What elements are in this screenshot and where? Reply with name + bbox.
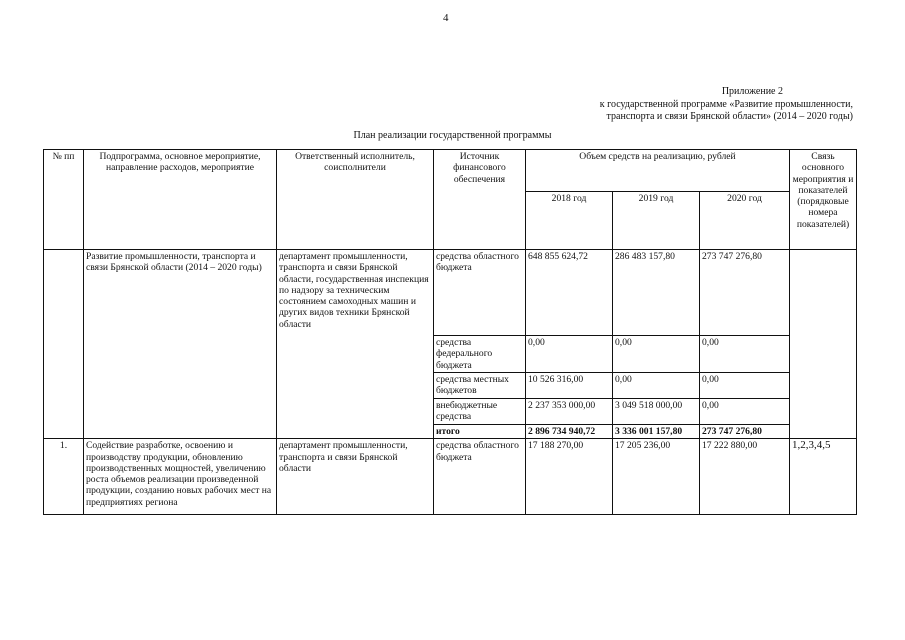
measure-2020: 17 222 880,00 [700, 439, 790, 515]
source-cell: внебюджетные средства [434, 399, 526, 425]
header-volume: Объем средств на реализацию, рублей [526, 150, 790, 192]
value-2020: 273 747 276,80 [700, 250, 790, 336]
value-2020: 0,00 [700, 373, 790, 399]
program-executor: департамент промышленности, транспорта и связи Брянской области, государственная инспекция по надзору за техническим состоянием самоходных машин и других видов техники Брянской области [277, 250, 434, 439]
value-2019: 0,00 [613, 373, 700, 399]
value-2018: 10 526 316,00 [526, 373, 613, 399]
plan-title: План реализации государственной программы [353, 130, 552, 141]
appendix-title: Приложение 2 [721, 86, 783, 97]
header-executor: Ответственный исполнитель, соисполнители [277, 150, 434, 250]
table-row [44, 250, 857, 336]
total-2019: 3 336 001 157,80 [613, 425, 700, 439]
value-2019: 3 049 518 000,00 [613, 399, 700, 425]
measure-executor: департамент промышленности, транспорта и связи Брянской области [277, 439, 434, 515]
page-number: 4 [443, 12, 449, 24]
value-2018: 2 237 353 000,00 [526, 399, 613, 425]
value-2020: 0,00 [700, 336, 790, 373]
source-cell: средства областного бюджета [434, 250, 526, 336]
table-row [44, 439, 857, 515]
program-name: Развитие промышленности, транспорта и связи Брянской области (2014 – 2020 годы) [84, 250, 277, 439]
total-2018: 2 896 734 940,72 [526, 425, 613, 439]
measure-link: 1,2,3,4,5 [790, 439, 857, 515]
header-num: № пп [44, 150, 84, 250]
appendix-line-2: к государственной программе «Развитие промышленности, [599, 98, 853, 110]
header-2020: 2020 год [700, 192, 790, 250]
table-header-row [44, 150, 857, 192]
value-2020: 0,00 [700, 399, 790, 425]
appendix-line-3: транспорта и связи Брянской области» (2014 – 2020 годы) [606, 111, 853, 122]
measure-name: Содействие разработке, освоению и производству продукции, обновлению производственных мощностей, увеличению роста объемов реализации произведенной продукции, созданию новых рабочих мест на предприятиях региона [84, 439, 277, 515]
measure-2019: 17 205 236,00 [613, 439, 700, 515]
value-2019: 286 483 157,80 [613, 250, 700, 336]
appendix-header [553, 86, 853, 124]
measure-source: средства областного бюджета [434, 439, 526, 515]
value-2018: 648 855 624,72 [526, 250, 613, 336]
measure-num: 1. [44, 439, 84, 515]
total-2020: 273 747 276,80 [700, 425, 790, 439]
header-source: Источник финансового обеспечения [434, 150, 526, 250]
header-subprogram: Подпрограмма, основное мероприятие, направление расходов, мероприятие [84, 150, 277, 250]
measure-2018: 17 188 270,00 [526, 439, 613, 515]
implementation-plan-table [43, 149, 857, 515]
value-2019: 0,00 [613, 336, 700, 373]
value-2018: 0,00 [526, 336, 613, 373]
header-2019: 2019 год [613, 192, 700, 250]
source-cell-total: итого [434, 425, 526, 439]
header-link: Связь основного мероприятия и показателей (порядковые номера показателей) [790, 150, 857, 250]
source-cell: средства федерального бюджета [434, 336, 526, 373]
program-link-cell [790, 250, 857, 439]
header-2018: 2018 год [526, 192, 613, 250]
source-cell: средства местных бюджетов [434, 373, 526, 399]
program-num-cell [44, 250, 84, 439]
